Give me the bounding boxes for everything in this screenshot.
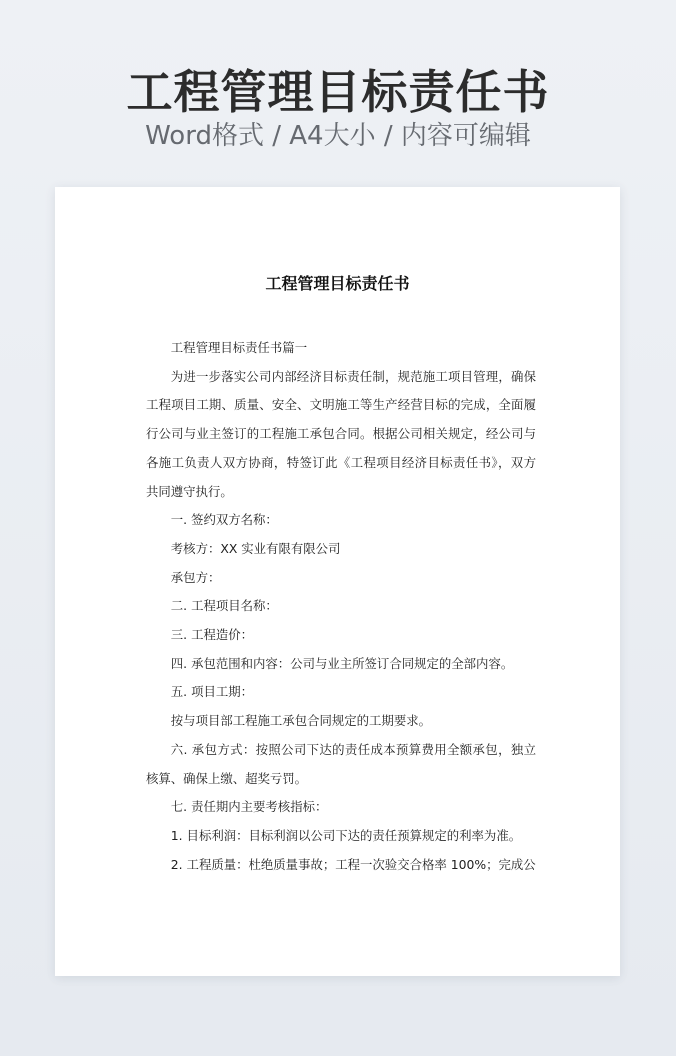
banner-title: 工程管理目标责任书 xyxy=(126,65,550,119)
intro-paragraph: 为进一步落实公司内部经济目标责任制，规范施工项目管理，确保工程项目工期、质量、安全、文明施工等生产经营目标的完成，全面履行公司与业主签订的工程施工承包合同。根据公司相关规定，经公司与各施工负责人双方协商，特签订此《工程项目经济目标责任书》，双方共同遵守执行。 xyxy=(146,368,536,499)
clause-cost: 三. 工程造价： xyxy=(170,627,254,643)
clause-duration-detail: 按与项目部工程施工承包合同规定的工期要求。 xyxy=(170,713,431,729)
clause-scope: 四. 承包范围和内容：公司与业主所签订合同规定的全部内容。 xyxy=(170,655,514,671)
clause-contract-mode: 六. 承包方式：按照公司下达的责任成本预算费用全额承包，独立核算、确保上缴、超奖亏罚。 xyxy=(146,741,536,786)
document-title: 工程管理目标责任书 xyxy=(265,274,410,293)
document-body xyxy=(146,334,536,879)
clause-assessor: 考核方：XX 实业有限有限公司 xyxy=(170,540,341,556)
indicator-quality: 2. 工程质量：杜绝质量事故；工程一次验交合格率 100%；完成公 xyxy=(170,856,536,872)
banner xyxy=(0,0,676,185)
clause-duration: 五. 项目工期： xyxy=(170,684,254,700)
document-page xyxy=(55,187,620,976)
section-heading: 工程管理目标责任书篇一 xyxy=(170,340,308,355)
clause-contractor: 承包方： xyxy=(170,569,221,585)
indicator-profit: 1. 目标利润：目标利润以公司下达的责任预算规定的利率为准。 xyxy=(170,827,522,843)
clause-parties: 一. 签约双方名称： xyxy=(170,512,278,528)
clause-indicators: 七. 责任期内主要考核指标： xyxy=(170,799,328,815)
clause-project-name: 二. 工程项目名称： xyxy=(170,598,278,614)
banner-subtitle: Word格式 / A4大小 / 内容可编辑 xyxy=(145,121,531,151)
